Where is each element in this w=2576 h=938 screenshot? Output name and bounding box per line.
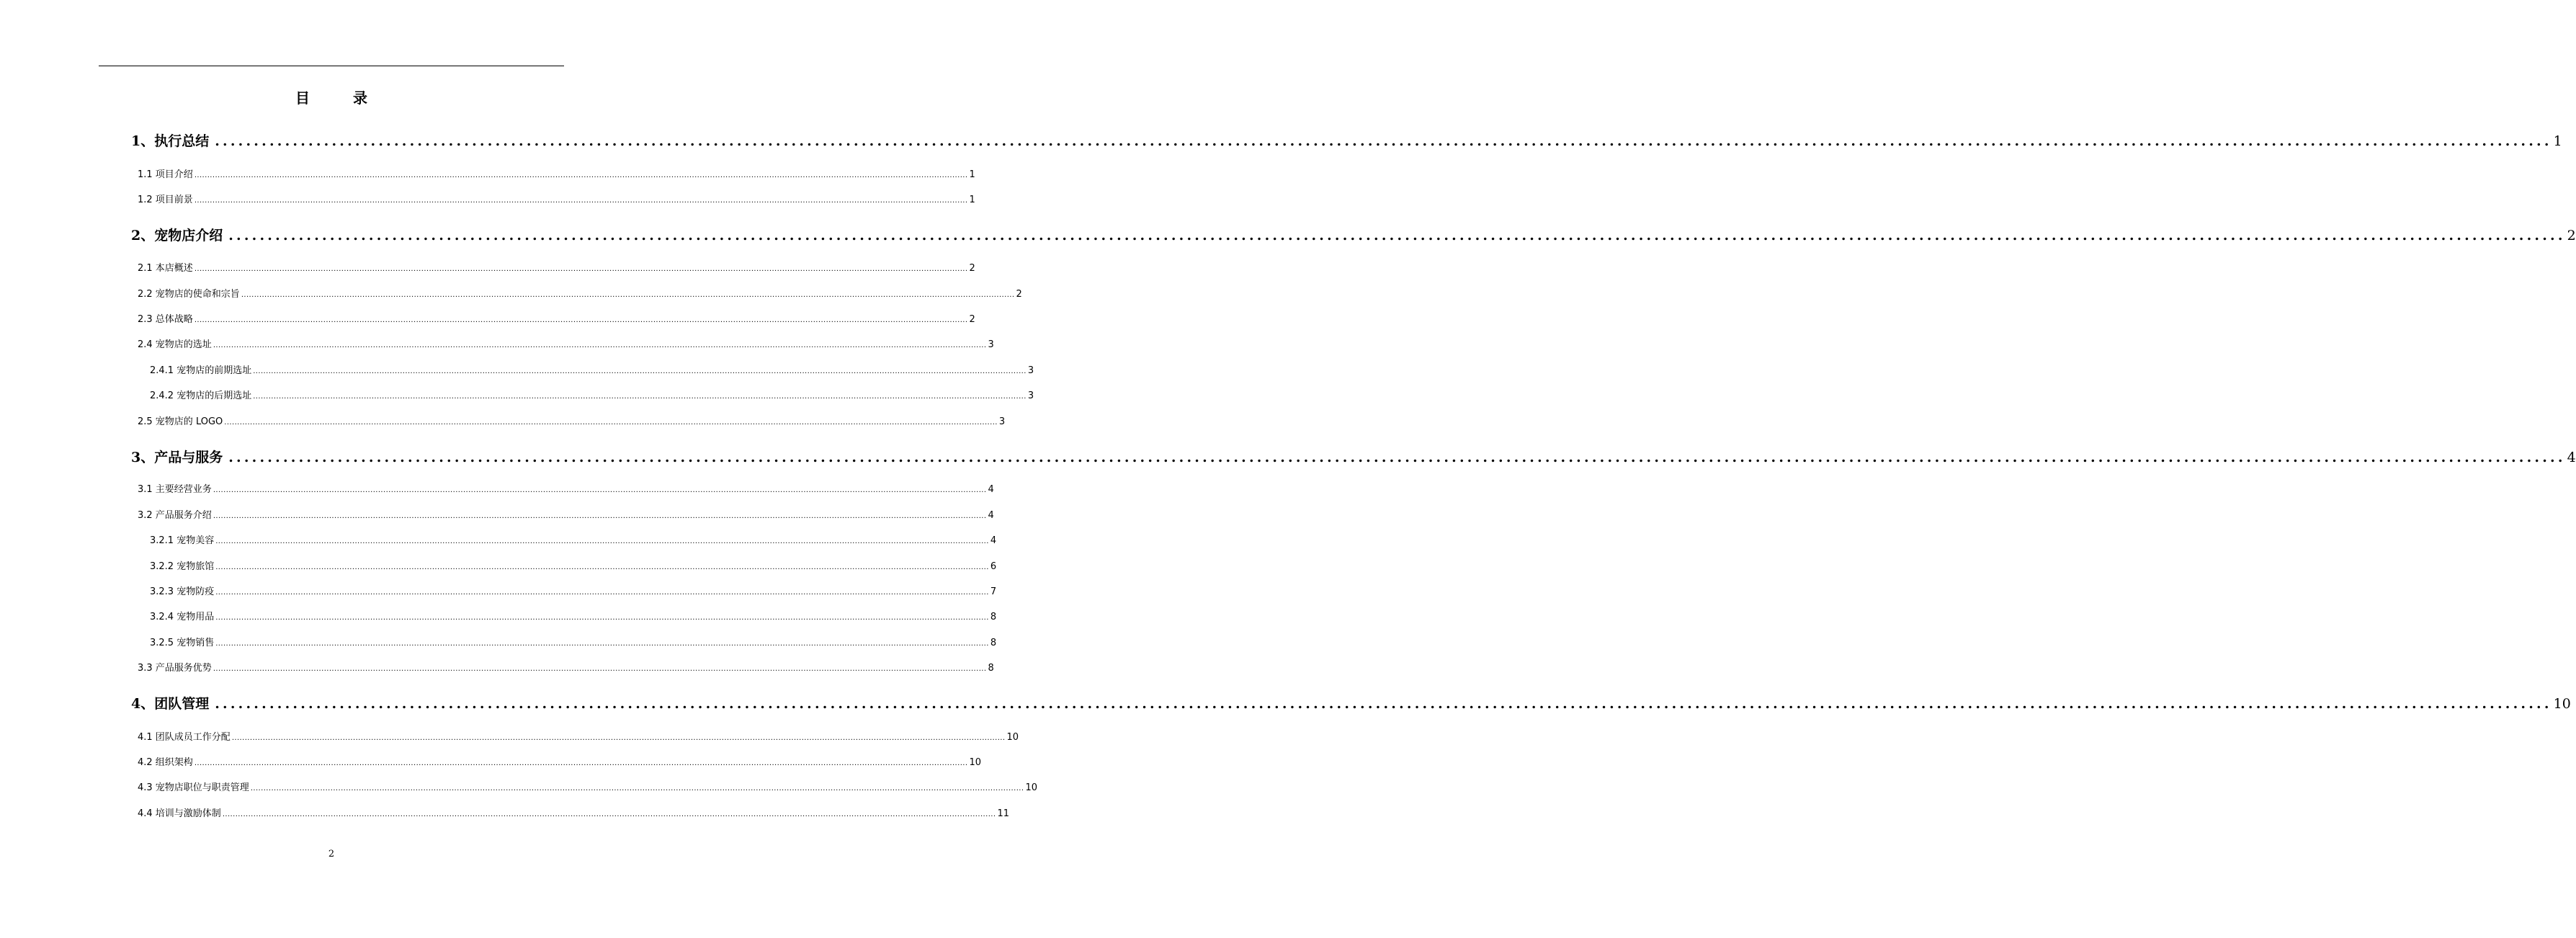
toc-entry-page: 2 [1016,289,1022,300]
toc-dot-leader: ............................................................................................................................................................................................................................................................................................................ [194,759,968,767]
toc-dot-leader: ............................................................................................................................................................................................................................................................................................................ [228,450,2566,465]
toc-entry-page: 10 [1025,782,1037,793]
toc-dot-leader: ............................................................................................................................................................................................................................................................................................................ [194,171,968,179]
toc-entry-label: 3.2.3 宠物防疫 [150,586,215,597]
toc-entry-page: 1 [969,195,975,205]
toc-entry-page: 4 [990,535,997,546]
toc-entry-label: 2.4.1 宠物店的前期选址 [150,365,252,376]
toc-title: 目 录 [295,89,382,107]
toc-subsection-entry[interactable] [150,635,997,648]
toc-dot-leader: ............................................................................................................................................................................................................................................................................................................ [213,341,987,349]
toc-entry-page: 2 [969,314,975,325]
toc-subsection-entry[interactable] [150,362,1034,376]
toc-dot-leader: ............................................................................................................................................................................................................................................................................................................ [250,785,1024,792]
toc-dot-leader: ............................................................................................................................................................................................................................................................................................................ [253,393,1027,401]
toc-section-entry[interactable] [138,729,1019,743]
toc-entry-label: 3.2.1 宠物美容 [150,535,215,546]
toc-entry-page: 4 [988,510,994,521]
toc-section-entry[interactable] [138,805,1009,819]
toc-section-entry[interactable] [138,260,975,274]
toc-entry-page: 1 [969,169,975,180]
toc-section-entry[interactable] [138,754,981,768]
toc-section-entry[interactable] [138,507,994,521]
toc-dot-leader: ............................................................................................................................................................................................................................................................................................................ [215,537,989,545]
toc-dot-leader: ............................................................................................................................................................................................................................................................................................................ [215,640,989,648]
toc-section-entry[interactable] [138,780,1037,793]
toc-chapter-entry[interactable] [131,447,2576,466]
toc-entry-page: 8 [990,612,997,622]
toc-entry-label: 3.1 主要经营业务 [138,484,212,495]
toc-entry-label: 4.1 团队成员工作分配 [138,732,231,743]
toc-entry-page: 3 [1027,365,1034,376]
toc-entry-page: 3 [1027,390,1034,401]
toc-entry-label: 4.2 组织架构 [138,757,193,768]
toc-subsection-entry[interactable] [150,584,997,597]
toc-entry-label: 4.3 宠物店职位与职责管理 [138,782,249,793]
toc-dot-leader: ............................................................................................................................................................................................................................................................................................................ [215,696,2552,712]
toc-dot-leader: ............................................................................................................................................................................................................................................................................................................ [213,486,987,494]
toc-dot-leader: ............................................................................................................................................................................................................................................................................................................ [194,316,968,324]
toc-dot-leader: ............................................................................................................................................................................................................................................................................................................ [228,228,2566,244]
toc-section-entry[interactable] [138,311,975,325]
toc-chapter-entry[interactable] [131,693,2571,713]
toc-entry-label: 1.1 项目介绍 [138,169,193,180]
toc-entry-page: 6 [990,561,997,572]
toc-dot-leader: ............................................................................................................................................................................................................................................................................................................ [224,419,998,426]
toc-dot-leader: ............................................................................................................................................................................................................................................................................................................ [213,512,987,520]
toc-entry-label: 2.4.2 宠物店的后期选址 [150,390,252,401]
toc-entry-page: 10 [1006,732,1019,743]
toc-entry-page: 4 [988,484,994,495]
toc-chapter-entry[interactable] [131,130,2562,150]
toc-entry-label: 4.4 培训与激励体制 [138,808,221,819]
toc-dot-leader: ............................................................................................................................................................................................................................................................................................................ [194,265,968,273]
toc-entry-label: 2.5 宠物店的 LOGO [138,416,223,427]
toc-entry-label: 4、团队管理 [131,696,210,712]
toc-dot-leader: ............................................................................................................................................................................................................................................................................................................ [222,810,996,818]
toc-entry-page: 10 [969,757,981,768]
toc-section-entry[interactable] [138,192,975,205]
toc-entry-page: 1 [2553,133,2562,149]
toc-entry-label: 1、执行总结 [131,133,210,149]
toc-entry-page: 3 [988,339,994,350]
toc-section-entry[interactable] [138,166,975,180]
toc-entry-label: 3.2.4 宠物用品 [150,612,215,622]
toc-entry-page: 10 [2553,696,2571,712]
toc-dot-leader: ............................................................................................................................................................................................................................................................................................................ [194,197,968,205]
toc-entry-label: 3.2 产品服务介绍 [138,510,212,521]
toc-entry-label: 2.1 本店概述 [138,263,193,274]
toc-section-entry[interactable] [138,414,1006,427]
toc-entry-label: 3、产品与服务 [131,450,223,465]
toc-subsection-entry[interactable] [150,388,1034,401]
toc-entry-page: 3 [998,416,1006,427]
toc-dot-leader: ............................................................................................................................................................................................................................................................................................................ [231,734,1006,742]
toc-dot-leader: ............................................................................................................................................................................................................................................................................................................ [215,589,989,597]
toc-dot-leader: ............................................................................................................................................................................................................................................................................................................ [213,665,987,673]
toc-entry-label: 2.3 总体战略 [138,314,193,325]
toc-dot-leader: ............................................................................................................................................................................................................................................................................................................ [215,563,989,571]
page-number: 2 [328,849,335,859]
toc-chapter-entry[interactable] [131,225,2576,244]
toc-section-entry[interactable] [138,481,994,495]
toc-entry-page: 8 [990,638,997,648]
toc-entry-page: 7 [990,586,997,597]
toc-entry-page: 2 [969,263,975,274]
toc-entry-page: 4 [2567,450,2576,465]
toc-entry-page: 11 [997,808,1009,819]
toc-dot-leader: ............................................................................................................................................................................................................................................................................................................ [241,291,1015,299]
toc-entry-page: 8 [988,663,994,674]
toc-subsection-entry[interactable] [150,558,997,572]
toc-entry-label: 2.2 宠物店的使命和宗旨 [138,289,240,300]
toc-entry-label: 2.4 宠物店的选址 [138,339,212,350]
toc-dot-leader: ............................................................................................................................................................................................................................................................................................................ [253,367,1027,375]
toc-entry-label: 3.2.2 宠物旅馆 [150,561,215,572]
toc-entry-label: 3.2.5 宠物销售 [150,638,215,648]
toc-subsection-entry[interactable] [150,532,997,546]
toc-entry-label: 3.3 产品服务优势 [138,663,212,674]
toc-subsection-entry[interactable] [150,609,997,622]
toc-section-entry[interactable] [138,286,1022,300]
toc-dot-leader: ............................................................................................................................................................................................................................................................................................................ [215,133,2552,149]
toc-entry-label: 1.2 项目前景 [138,195,193,205]
toc-entry-page: 2 [2567,228,2576,244]
toc-section-entry[interactable] [138,660,994,674]
toc-entry-label: 2、宠物店介绍 [131,228,223,244]
toc-dot-leader: ............................................................................................................................................................................................................................................................................................................ [215,614,989,622]
toc-section-entry[interactable] [138,336,994,350]
